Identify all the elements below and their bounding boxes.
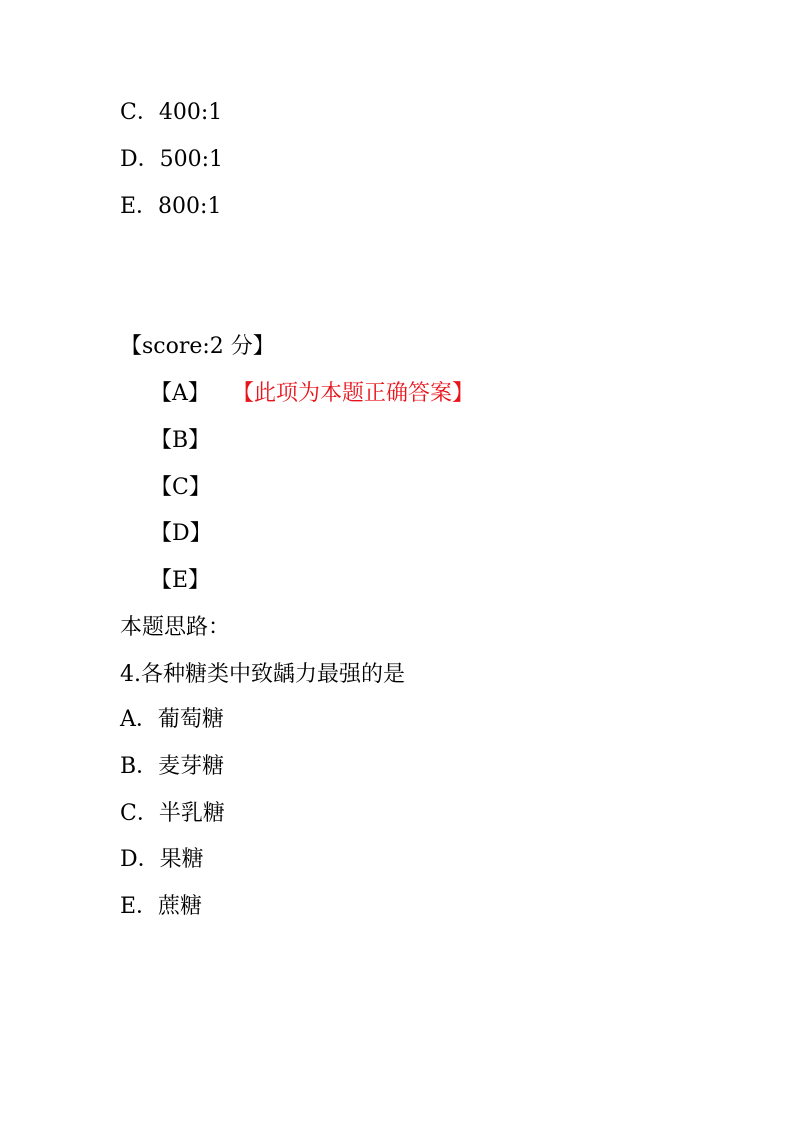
- answer-b: 【B】: [150, 428, 211, 453]
- answer-a: 【A】: [150, 381, 210, 406]
- option-e-prev: E．800:1: [120, 194, 222, 219]
- option-c-prev: C．400:1: [120, 100, 223, 125]
- option-c: C．半乳糖: [120, 801, 225, 826]
- explanation-label: 本题思路：: [120, 615, 231, 640]
- answer-d: 【D】: [150, 521, 212, 546]
- option-b: B．麦芽糖: [120, 754, 225, 779]
- answer-c: 【C】: [150, 475, 211, 500]
- option-a: A．葡萄糖: [120, 707, 224, 732]
- score-label: 【score:2 分】: [120, 334, 275, 359]
- option-e: E．蔗糖: [120, 894, 203, 919]
- option-d: D．果糖: [120, 847, 204, 872]
- answer-e: 【E】: [150, 568, 211, 593]
- question-stem: 4.各种糖类中致龋力最强的是: [120, 662, 405, 687]
- correct-answer-note: 【此项为本题正确答案】: [232, 381, 475, 406]
- option-d-prev: D．500:1: [120, 147, 224, 172]
